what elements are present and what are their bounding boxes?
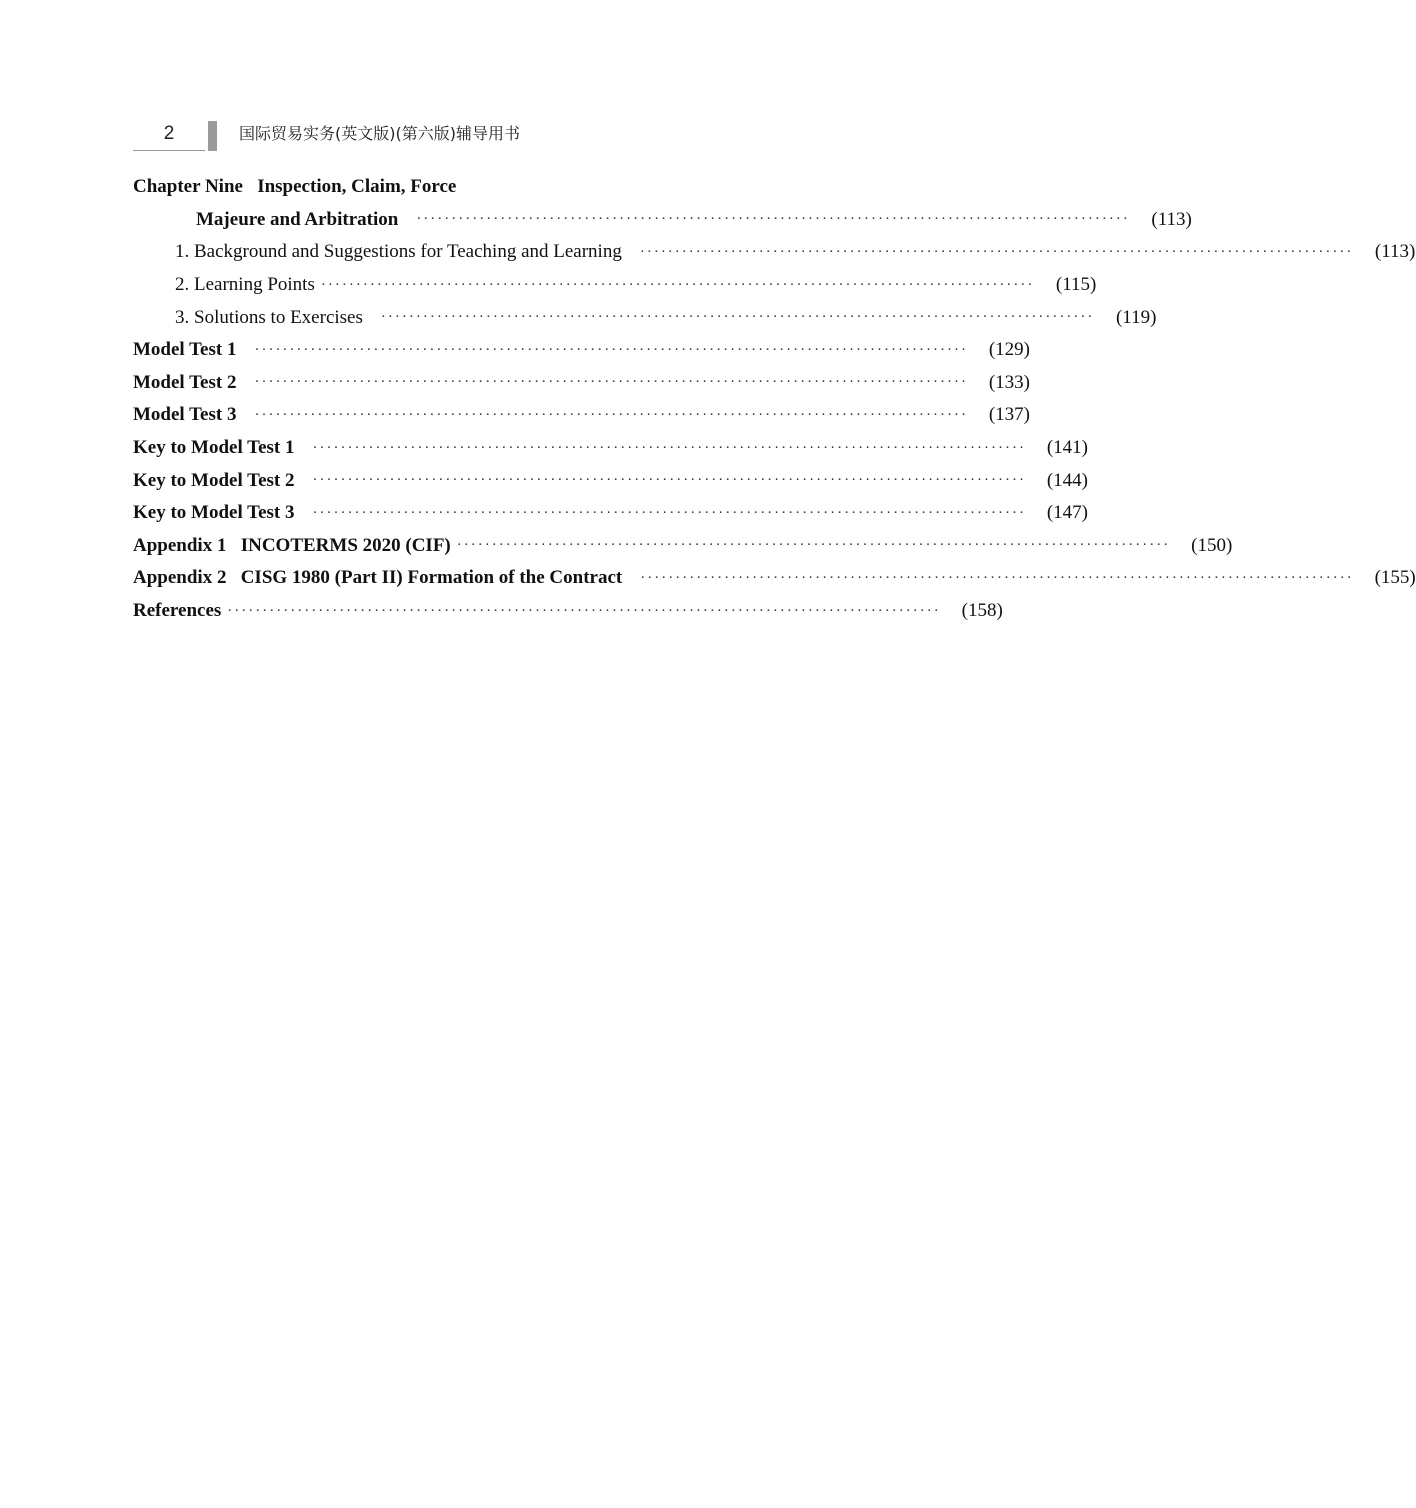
- leader-dots: ······································································································: [312, 439, 1027, 456]
- toc-entry-model-test-2[interactable]: [133, 367, 1030, 400]
- header-bar: [208, 121, 217, 151]
- toc-entry-label: Majeure and Arbitration: [196, 208, 399, 230]
- toc-entry-references[interactable]: [133, 595, 1003, 628]
- toc-entry-page: (144): [1046, 469, 1089, 491]
- toc-entry-label: Key to Model Test 1: [133, 437, 295, 459]
- toc-entry-key-model-test-1[interactable]: [133, 432, 1089, 465]
- leader-dots: ······································································································: [254, 341, 968, 358]
- toc-entry-label: 2. Learning Points: [175, 274, 315, 296]
- leader-dots: ······································································································: [456, 537, 1171, 554]
- leader-dots: ······································································································: [416, 211, 1130, 228]
- toc-entry-learning-points[interactable]: [133, 269, 1097, 302]
- toc-entry-label: 3. Solutions to Exercises: [175, 306, 363, 328]
- leader-dots: ······································································································: [254, 406, 968, 423]
- running-header: [133, 119, 933, 153]
- toc-entry-appendix-2[interactable]: [133, 562, 1416, 595]
- toc-entry-page: (113): [1374, 241, 1416, 263]
- toc-entry-page: (137): [988, 404, 1030, 426]
- toc-entry-label: Model Test 3: [133, 404, 237, 426]
- toc-entry-page: (119): [1115, 306, 1157, 328]
- toc-entry-label: Model Test 1: [133, 339, 237, 361]
- toc-entry-page: (113): [1151, 208, 1192, 230]
- toc-entry-page: (141): [1046, 437, 1089, 459]
- page-number: 2: [163, 123, 175, 144]
- toc-entry-key-model-test-2[interactable]: [133, 464, 1089, 497]
- leader-dots: ······································································································: [254, 374, 968, 391]
- toc-entry-chapter-nine-heading[interactable]: [133, 171, 929, 204]
- header-rule: [133, 150, 205, 151]
- leader-dots: ······································································································: [640, 569, 1354, 586]
- toc-entry-solutions[interactable]: [133, 301, 1157, 334]
- leader-dots: ······································································································: [380, 309, 1095, 326]
- toc-entry-label: Key to Model Test 2: [133, 469, 295, 491]
- toc-entry-label: Appendix 1 INCOTERMS 2020 (CIF): [133, 534, 451, 556]
- toc-entry-label: References: [133, 600, 222, 622]
- toc-entry-page: (133): [988, 371, 1030, 393]
- leader-dots: ······································································································: [639, 243, 1354, 260]
- toc-entry-page: (129): [988, 339, 1030, 361]
- toc-entry-page: (147): [1046, 502, 1089, 524]
- toc-entry-key-model-test-3[interactable]: [133, 497, 1089, 530]
- toc-entry-chapter-nine[interactable]: [133, 204, 1192, 237]
- toc-entry-page: (158): [961, 600, 1003, 622]
- leader-dots: ······································································································: [320, 276, 1035, 293]
- toc-entry-model-test-3[interactable]: [133, 399, 1030, 432]
- leader-dots: ······································································································: [312, 504, 1027, 521]
- toc-entry-appendix-1[interactable]: [133, 530, 1233, 563]
- toc-entry-label: Key to Model Test 3: [133, 502, 295, 524]
- toc-entry-page: (155): [1374, 567, 1416, 589]
- book-title: 国际贸易实务(英文版)(第六版)辅导用书: [239, 124, 520, 143]
- toc-entry-page: (115): [1055, 274, 1097, 296]
- leader-dots: ······································································································: [312, 472, 1027, 489]
- toc-entry-label: Model Test 2: [133, 371, 237, 393]
- leader-dots: ······································································································: [227, 602, 941, 619]
- toc-entry-background[interactable]: [133, 236, 1416, 269]
- toc-entry-page: (150): [1191, 534, 1233, 556]
- toc-entry-label: Chapter Nine Inspection, Claim, Force: [133, 176, 457, 198]
- toc-entry-label: 1. Background and Suggestions for Teaching and Learning: [175, 241, 622, 263]
- toc-entry-label: Appendix 2 CISG 1980 (Part II) Formation of the Contract: [133, 567, 623, 589]
- toc-entry-model-test-1[interactable]: [133, 334, 1030, 367]
- table-of-contents: [133, 171, 1416, 627]
